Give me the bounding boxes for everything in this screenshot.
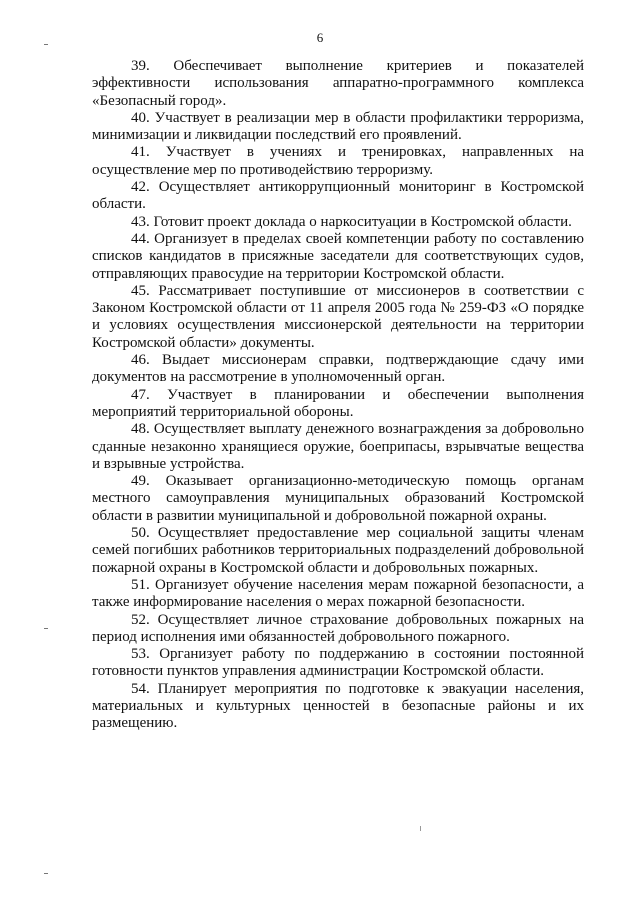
paragraph-48: 48. Осуществляет выплату денежного вознаграждения за добровольно сданные незаконно хранящиеся оружие, боеприпасы, взрывчатые вещества и взрывные устройства.	[92, 421, 584, 472]
page-number: 6	[316, 30, 324, 45]
paragraph-54: 54. Планирует мероприятия по подготовке к эвакуации населения, материальных и культурных ценностей в безопасные районы и их размещению.	[92, 680, 584, 732]
paragraph-49: 49. Оказывает организационно-методическую помощь органам местного самоуправления муниципальных образований Костромской области в развитии муниципальной и добровольной пожарной охраны.	[92, 473, 584, 524]
margin-mark	[44, 873, 48, 874]
paragraph-44: 44. Организует в пределах своей компетенции работу по составлению списков кандидатов в присяжные заседатели для соответствующих судов, отправляющих правосудие на территории Костромской области.	[92, 230, 584, 282]
paragraph-39: 39. Обеспечивает выполнение критериев и показателей эффективности использования аппаратно-программного комплекса «Безопасный город».	[92, 58, 584, 109]
paragraph-46: 46. Выдает миссионерам справки, подтверждающие сдачу ими документов на рассмотрение в уполномоченный орган.	[92, 352, 584, 386]
paragraph-50: 50. Осуществляет предоставление мер социальной защиты членам семей погибших работников территориальных подразделений добровольной пожарной охраны в Костромской области и добровольных пожарных.	[92, 525, 584, 576]
paragraph-43: 43. Готовит проект доклада о наркоситуации в Костромской области.	[131, 213, 572, 230]
scan-speck	[420, 826, 421, 831]
document-body	[92, 58, 584, 733]
paragraph-53: 53. Организует работу по поддержанию в состоянии постоянной готовности пунктов управления администрации Костромской области.	[92, 646, 584, 680]
paragraph-45: 45. Рассматривает поступившие от миссионеров в соответствии с Законом Костромской области от 11 апреля 2005 года № 259-ФЗ «О порядке и условиях осуществления миссионерской деятельности на территории Костромской области» документы.	[92, 282, 584, 351]
paragraph-40: 40. Участвует в реализации мер в области профилактики терроризма, минимизации и ликвидации последствий его проявлений.	[92, 109, 584, 144]
paragraph-42: 42. Осуществляет антикоррупционный мониторинг в Костромской области.	[92, 179, 584, 213]
margin-mark	[44, 628, 48, 629]
paragraph-47: 47. Участвует в планировании и обеспечении выполнения мероприятий территориальной обороны.	[92, 386, 584, 420]
paragraph-51: 51. Организует обучение населения мерам пожарной безопасности, а также информирование населения о мерах пожарной безопасности.	[92, 576, 584, 611]
paragraph-41: 41. Участвует в учениях и тренировках, направленных на осуществление мер по противодействию терроризму.	[92, 144, 584, 178]
paragraph-52: 52. Осуществляет личное страхование добровольных пожарных на период исполнения ими обязанностей добровольного пожарного.	[92, 611, 584, 645]
